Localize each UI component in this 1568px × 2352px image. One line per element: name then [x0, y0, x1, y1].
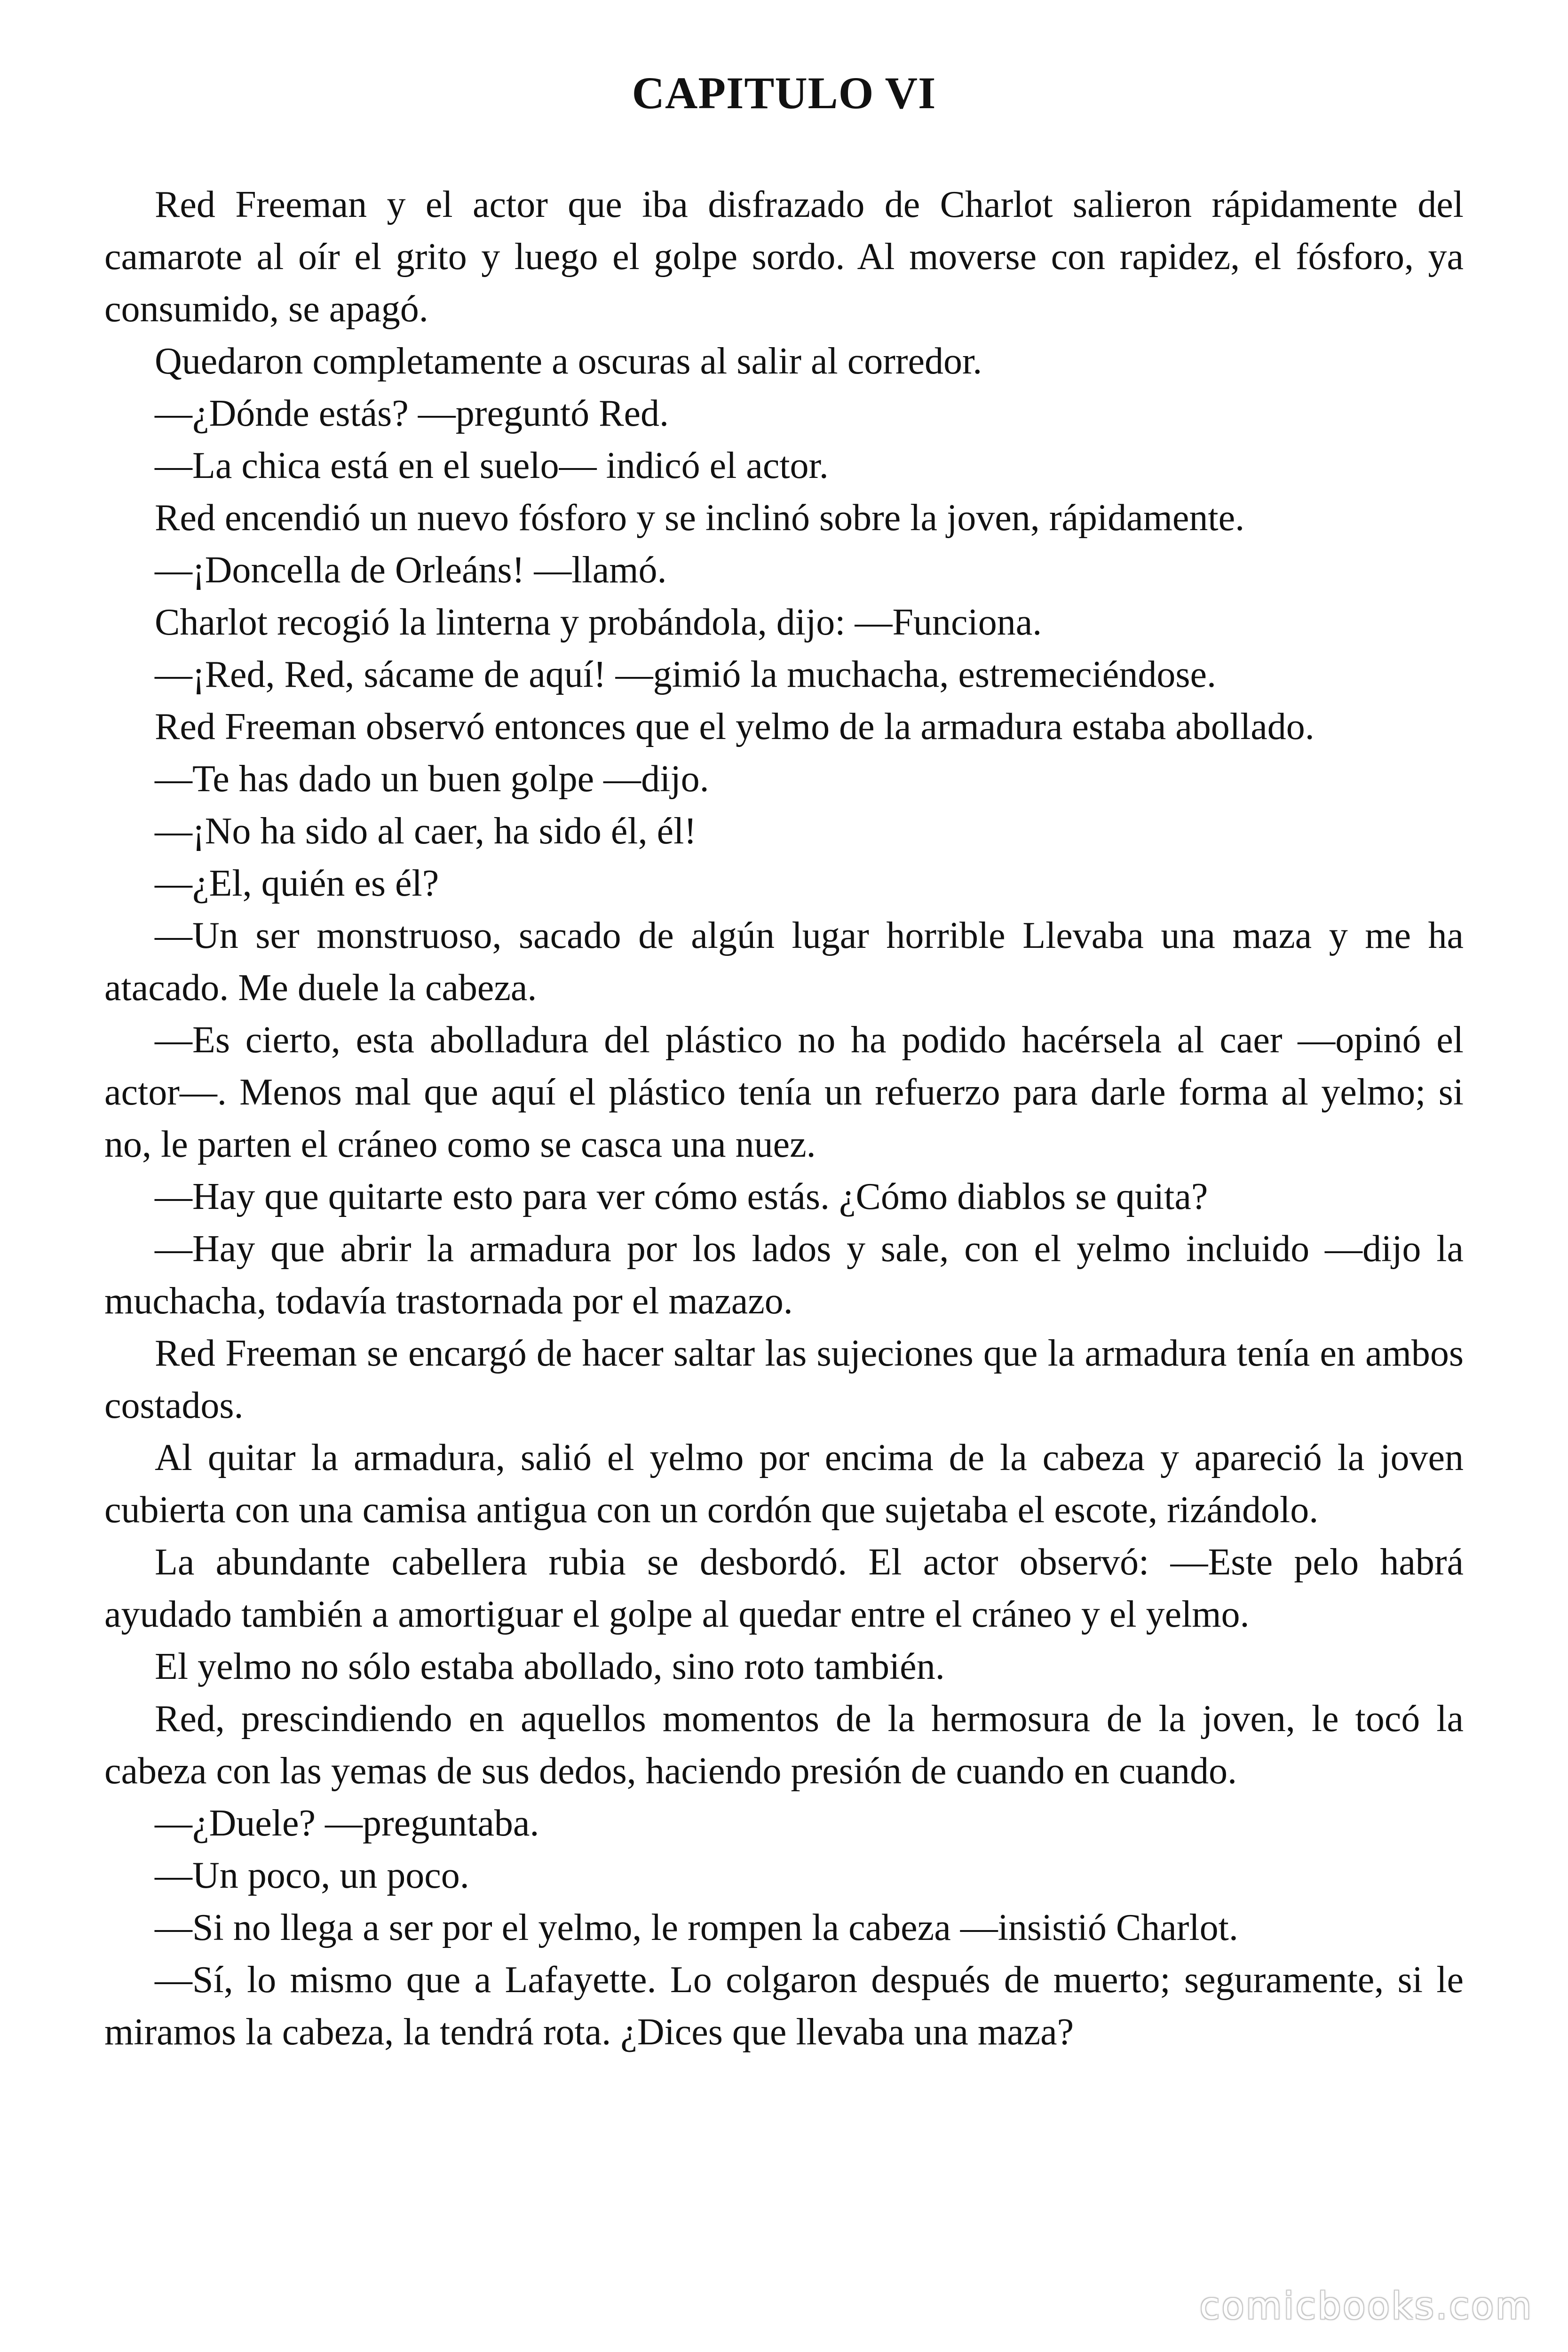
paragraph: —Hay que abrir la armadura por los lados y sale, con el yelmo incluido —dijo la muchacha, todavía trastornada por el mazazo.: [104, 1228, 1464, 1322]
paragraph: —Es cierto, esta abolladura del plástico no ha podido hacérsela al caer —opinó el actor—. Menos mal que aquí el plástico tenía un refuerzo para darle forma al yelmo; si no, le parten el cráneo como se casca una nuez.: [104, 1019, 1464, 1165]
paragraph: —¿Dónde estás? —preguntó Red.: [155, 393, 669, 434]
paragraph: Red Freeman observó entonces que el yelmo de la armadura estaba abollado.: [155, 706, 1315, 747]
paragraph: —¡Red, Red, sácame de aquí! —gimió la muchacha, estremeciéndose.: [155, 654, 1216, 695]
paragraph: —Hay que quitarte esto para ver cómo estás. ¿Cómo diablos se quita?: [155, 1176, 1208, 1217]
paragraph: —¡No ha sido al caer, ha sido él, él!: [155, 810, 697, 852]
paragraph: La abundante cabellera rubia se desbordó. El actor observó: —Este pelo habrá ayudado también a amortiguar el golpe al quedar entre el cráneo y el yelmo.: [104, 1542, 1464, 1635]
paragraph: —Sí, lo mismo que a Lafayette. Lo colgaron después de muerto; seguramente, si le miramos la cabeza, la tendrá rota. ¿Dices que llevaba una maza?: [104, 1959, 1464, 2053]
paragraph: —Te has dado un buen golpe —dijo.: [155, 758, 709, 800]
watermark: comicbooks.com: [1199, 2285, 1533, 2328]
paragraph: Charlot recogió la linterna y probándola, dijo: —Funciona.: [155, 602, 1042, 643]
paragraph: Red Freeman se encargó de hacer saltar las sujeciones que la armadura tenía en ambos costados.: [104, 1333, 1464, 1426]
paragraph: —Un ser monstruoso, sacado de algún lugar horrible Llevaba una maza y me ha atacado. Me duele la cabeza.: [104, 915, 1464, 1009]
paragraph: —Un poco, un poco.: [155, 1855, 469, 1896]
chapter-body: [104, 179, 1464, 2058]
paragraph: El yelmo no sólo estaba abollado, sino roto también.: [155, 1646, 945, 1687]
paragraph: —¡Doncella de Orleáns! —llamó.: [155, 549, 667, 591]
paragraph: —¿El, quién es él?: [155, 863, 439, 904]
paragraph: —¿Duele? —preguntaba.: [155, 1803, 539, 1844]
paragraph: Red, prescindiendo en aquellos momentos de la hermosura de la joven, le tocó la cabeza con las yemas de sus dedos, haciendo presión de cuando en cuando.: [104, 1698, 1464, 1792]
paragraph: Red encendió un nuevo fósforo y se inclinó sobre la joven, rápidamente.: [155, 497, 1245, 539]
book-page: [104, 0, 1464, 2352]
paragraph: Red Freeman y el actor que iba disfrazado de Charlot salieron rápidamente del camarote al oír el grito y luego el golpe sordo. Al moverse con rapidez, el fósforo, ya consumido, se apagó.: [104, 184, 1464, 330]
paragraph: —Si no llega a ser por el yelmo, le rompen la cabeza —insistió Charlot.: [155, 1907, 1238, 1948]
paragraph: —La chica está en el suelo— indicó el actor.: [155, 445, 829, 486]
paragraph: Al quitar la armadura, salió el yelmo por encima de la cabeza y apareció la joven cubierta con una camisa antigua con un cordón que sujetaba el escote, rizándolo.: [104, 1437, 1464, 1531]
paragraph: Quedaron completamente a oscuras al salir al corredor.: [155, 341, 982, 382]
chapter-title: CAPITULO VI: [632, 68, 936, 118]
